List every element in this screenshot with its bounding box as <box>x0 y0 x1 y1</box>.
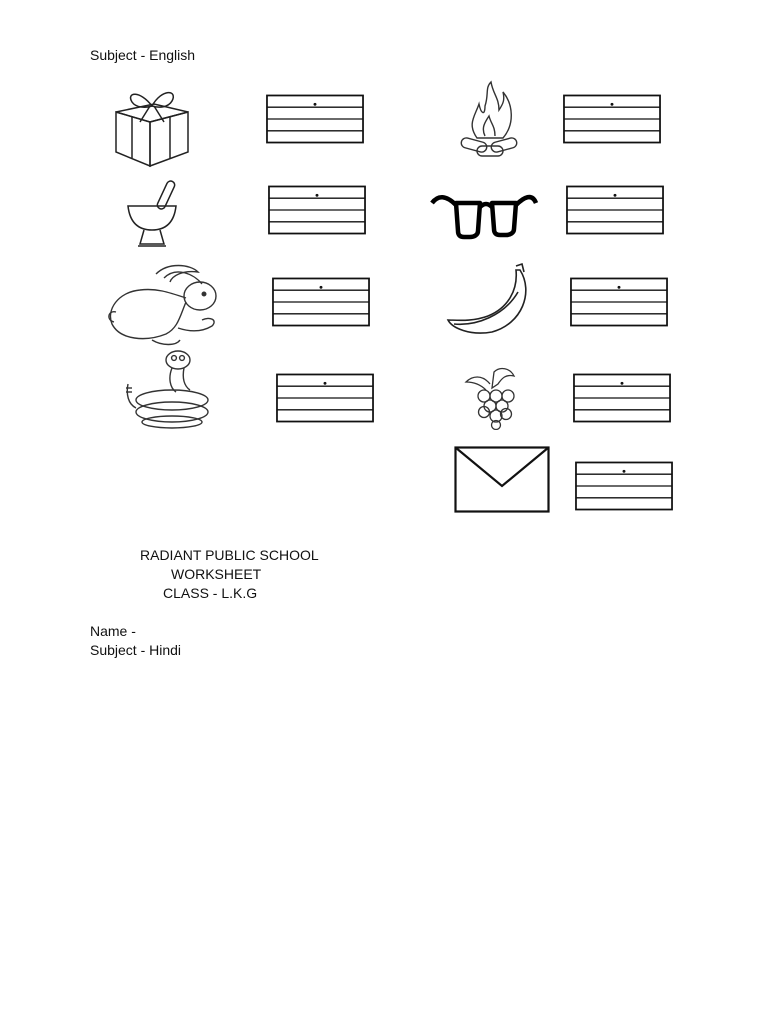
writing-box-rabbit[interactable] <box>272 277 370 327</box>
writing-box-envelope[interactable] <box>575 461 673 511</box>
writing-box-grapes[interactable] <box>573 373 671 423</box>
envelope-icon <box>454 446 550 514</box>
spectacles-icon <box>430 185 538 241</box>
school-name: RADIANT PUBLIC SCHOOL <box>140 547 319 563</box>
writing-box-spectacles[interactable] <box>566 185 664 235</box>
subject-english-label: Subject - English <box>90 47 196 63</box>
grapes-icon <box>462 366 522 430</box>
class-label: CLASS - L.K.G <box>163 585 258 601</box>
writing-box-campfire[interactable] <box>563 94 661 144</box>
mortar-pestle-icon <box>124 180 180 250</box>
writing-box-snake[interactable] <box>276 373 374 423</box>
writing-box-mortar[interactable] <box>268 185 366 235</box>
snake-icon <box>122 348 212 430</box>
writing-box-banana[interactable] <box>570 277 668 327</box>
banana-icon <box>446 262 536 336</box>
campfire-icon <box>455 80 525 164</box>
worksheet-title: WORKSHEET <box>171 566 262 582</box>
name-label: Name - <box>90 623 136 639</box>
writing-box-gift[interactable] <box>266 94 364 144</box>
rabbit-icon <box>106 262 220 348</box>
subject-hindi-label: Subject - Hindi <box>90 642 182 658</box>
gift-box-icon <box>110 82 194 168</box>
